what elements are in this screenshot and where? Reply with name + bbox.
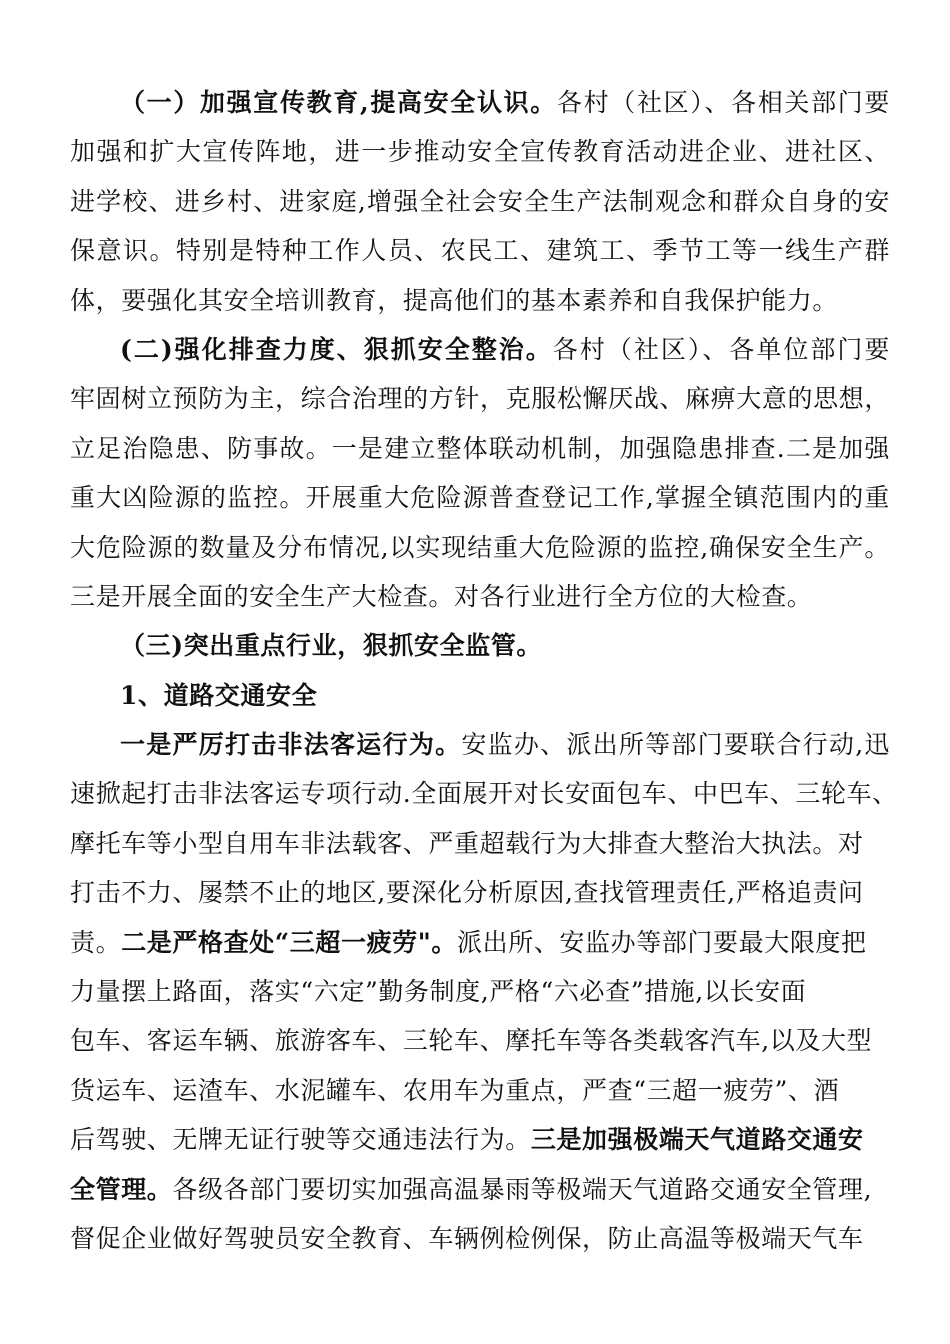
line-text: 大危险源的数量及分布情况,以实现结重大危险源的监控,确保安全生产。 — [70, 532, 890, 562]
text-line — [70, 1115, 890, 1164]
text-line — [70, 276, 890, 325]
line-text: 各级各部门要切实加强高温暴雨等极端天气道路交通安全管理, — [172, 1174, 873, 1204]
text-line — [70, 127, 890, 176]
point-3-lead: 三是加强极端天气道路交通安 — [530, 1125, 864, 1155]
point-2-lead: 二是严格查处“三超一疲劳"。 — [121, 927, 458, 957]
text-line — [70, 424, 890, 473]
text-line — [70, 226, 890, 275]
text-line — [70, 325, 890, 374]
heading-1: （一）加强宣传教育,提高安全认识。 — [120, 88, 557, 117]
text-line — [70, 1016, 890, 1065]
text-line — [70, 1066, 890, 1115]
line-text: 立足治隐患、防事故。一是建立整体联动机制，加强隐患排查.二是加强 — [70, 433, 890, 463]
line-text: 打击不力、屡禁不止的地区,要深化分析原因,查找管理责任,严格追责问 — [70, 878, 864, 908]
line-text: 体，要强化其安全培训教育，提高他们的基本素养和自我保护能力。 — [70, 285, 839, 315]
line-text: 货运车、运渣车、水泥罐车、农用车为重点，严查“三超一疲劳”、酒 — [70, 1075, 840, 1105]
subheading-road-traffic: 1、道路交通安全 — [120, 680, 318, 710]
text-line — [70, 967, 890, 1016]
line-text: 三是开展全面的安全生产大检查。对各行业进行全方位的大检查。 — [70, 581, 813, 611]
line-text: 摩托车等小型自用车非法载客、严重超载行为大排查大整治大执法。对 — [70, 828, 864, 858]
text-line — [70, 918, 890, 967]
line-text: 安监办、派出所等部门要联合行动,迅 — [461, 730, 890, 760]
document-body — [70, 78, 898, 1263]
line-text: 速掀起打击非法客运专项行动.全面展开对长安面包车、中巴车、三轮车、 — [70, 779, 898, 809]
text-line — [70, 1165, 890, 1214]
text-line — [70, 769, 898, 818]
text-line — [70, 720, 890, 769]
text-line — [70, 523, 890, 572]
line-text: 督促企业做好驾驶员安全教育、车辆例检例保，防止高温等极端天气车 — [70, 1223, 864, 1253]
text-line — [70, 177, 890, 226]
point-1-lead: 一是严厉打击非法客运行为。 — [120, 730, 462, 760]
text-line — [70, 78, 890, 127]
line-text: 各村（社区）、各相关部门要 — [556, 88, 890, 117]
heading-2: (二)强化排查力度、狠抓安全整治。 — [120, 334, 553, 364]
line-text: 派出所、安监办等部门要最大限度把 — [457, 927, 867, 957]
line-text: 重大凶险源的监控。开展重大危险源普查登记工作,掌握全镇范围内的重 — [70, 483, 890, 513]
text-line — [70, 671, 890, 720]
heading-3: （三)突出重点行业，狠抓安全监管。 — [120, 631, 543, 661]
text-line — [70, 374, 890, 423]
line-text: 后驾驶、无牌无证行驶等交通违法行为。 — [70, 1125, 531, 1155]
line-text: 进学校、进乡村、进家庭,增强全社会安全生产法制观念和群众自身的安 — [70, 186, 890, 216]
text-line — [70, 868, 890, 917]
text-line — [70, 621, 890, 670]
line-text: 保意识。特别是特种工作人员、农民工、建筑工、季节工等一线生产群 — [70, 236, 890, 266]
text-line — [70, 572, 890, 621]
text-line — [70, 819, 890, 868]
line-text: 牢固树立预防为主，综合治理的方针，克服松懈厌战、麻痹大意的思想， — [70, 384, 890, 414]
line-text: 力量摆上路面，落实“六定”勤务制度,严格“六必查”措施,以长安面 — [70, 977, 807, 1007]
line-text: 包车、客运车辆、旅游客车、三轮车、摩托车等各类载客汽车,以及大型 — [70, 1026, 873, 1056]
text-line — [70, 473, 890, 522]
line-text: 加强和扩大宣传阵地，进一步推动安全宣传教育活动进企业、进社区、 — [70, 137, 890, 167]
line-text: 责。 — [70, 927, 122, 957]
point-3-lead-cont: 全管理。 — [70, 1174, 173, 1204]
text-line — [70, 1214, 890, 1263]
line-text: 各村（社区）、各单位部门要 — [552, 334, 890, 364]
